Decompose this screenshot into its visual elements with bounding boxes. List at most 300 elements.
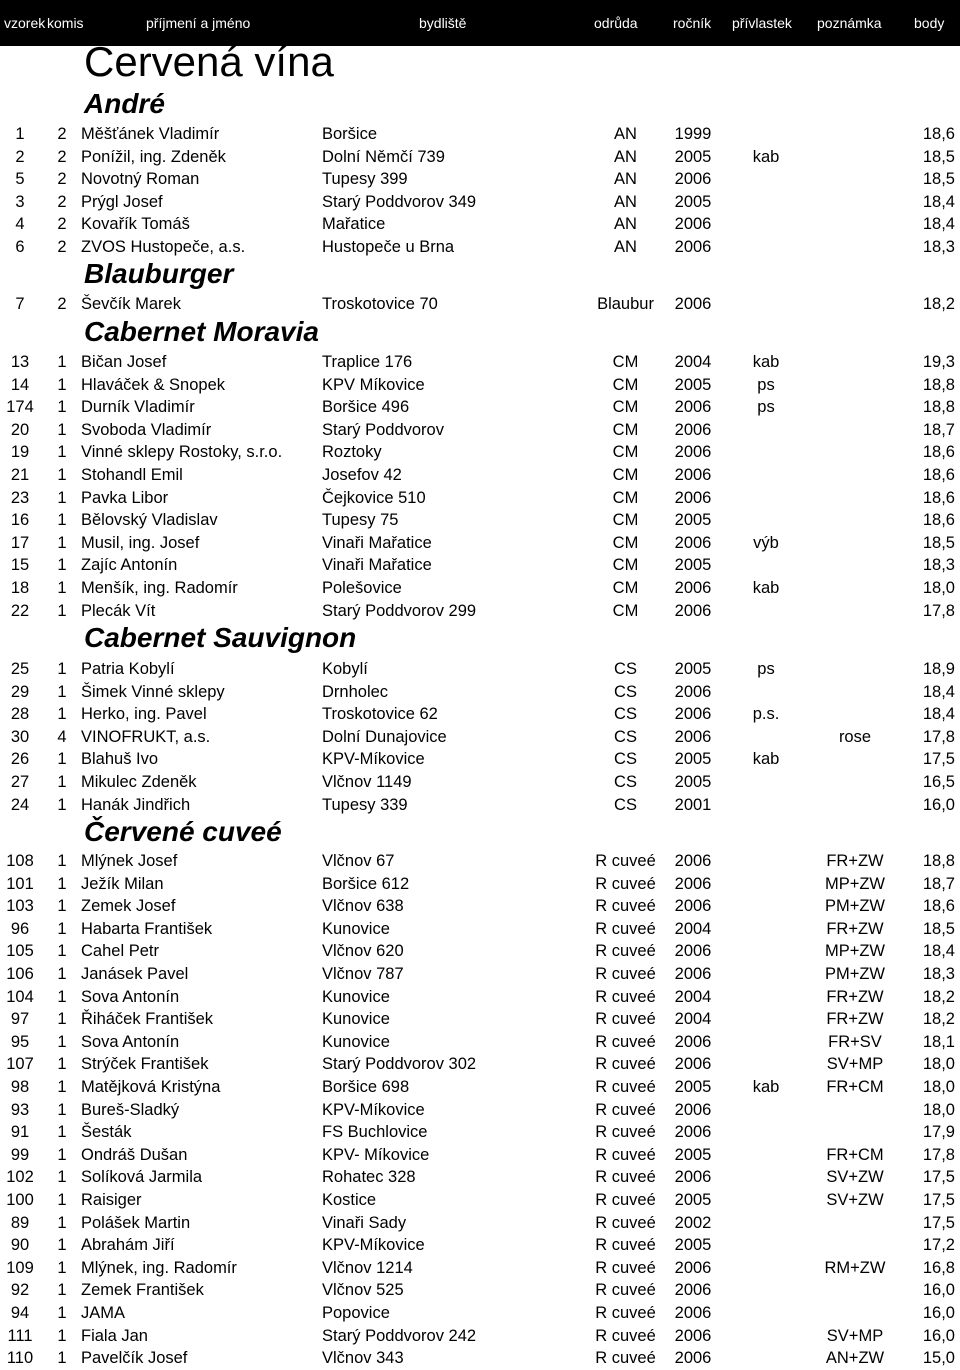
- wine-points: 18,1: [922, 1032, 955, 1051]
- committee-number: 1: [57, 795, 67, 814]
- entry-number: 26: [10, 750, 30, 769]
- wine-vintage: 2005: [674, 660, 712, 678]
- wine-points: 17,2: [922, 1236, 955, 1255]
- table-row: [0, 703, 960, 725]
- entrant-name: VINOFRUKT, a.s.: [81, 727, 211, 746]
- committee-number: 1: [57, 660, 67, 678]
- entrant-residence: Kunovice: [322, 987, 390, 1006]
- wine-variety: CS: [614, 727, 637, 746]
- entrant-name: Patria Kobylí: [81, 660, 175, 678]
- wine-variety: CS: [614, 773, 637, 791]
- wine-note: FR+ZW: [826, 1010, 884, 1029]
- wine-points: 18,0: [922, 579, 955, 597]
- wine-points: 17,8: [922, 601, 955, 620]
- wine-variety: R cuveé: [595, 1281, 656, 1300]
- wine-points: 18,5: [922, 170, 955, 189]
- wine-attribute: ps: [757, 398, 775, 417]
- table-row: [0, 940, 960, 962]
- entrant-name: Bičan Josef: [81, 353, 167, 371]
- entry-number: 174: [6, 398, 34, 417]
- committee-number: 1: [57, 1168, 67, 1187]
- committee-number: 1: [57, 1010, 67, 1029]
- table-row: [0, 1121, 960, 1143]
- entrant-name: Fiala Jan: [81, 1326, 148, 1345]
- entrant-residence: KPV- Míkovice: [322, 1145, 430, 1164]
- committee-number: 1: [57, 398, 67, 417]
- wine-variety: R cuveé: [595, 1304, 656, 1322]
- entry-number: 25: [10, 660, 30, 678]
- entry-number: 28: [10, 705, 30, 724]
- entrant-name: Polášek Martin: [81, 1213, 191, 1232]
- wine-points: 16,8: [922, 1258, 955, 1277]
- wine-points: 17,8: [922, 727, 955, 746]
- wine-vintage: 2006: [674, 1168, 712, 1187]
- table-row: [0, 600, 960, 622]
- entry-number: 98: [10, 1078, 30, 1096]
- table-row: [0, 658, 960, 680]
- entry-number: 95: [10, 1032, 30, 1051]
- wine-points: 18,5: [922, 919, 955, 938]
- entrant-name: ZVOS Hustopeče, a.s.: [81, 238, 246, 256]
- entrant-residence: Roztoky: [322, 443, 382, 462]
- wine-attribute: ps: [757, 375, 775, 394]
- entrant-residence: Josefov 42: [322, 466, 402, 484]
- wine-variety: CM: [612, 466, 639, 484]
- entrant-residence: Vlčnov 343: [322, 1349, 404, 1368]
- entrant-residence: Starý Poddvorov 302: [322, 1055, 477, 1074]
- entrant-name: Pavelčík Josef: [81, 1349, 188, 1368]
- committee-number: 1: [57, 1213, 67, 1232]
- wine-variety: R cuveé: [595, 1078, 656, 1096]
- entrant-residence: Tupesy 75: [322, 511, 399, 530]
- wine-vintage: 2006: [674, 852, 712, 870]
- entrant-name: Solíková Jarmila: [81, 1168, 203, 1187]
- committee-number: 1: [57, 1349, 67, 1368]
- wine-variety: CM: [612, 533, 639, 552]
- entrant-name: Herko, ing. Pavel: [81, 705, 207, 724]
- committee-number: 1: [57, 1100, 67, 1119]
- entry-number: 104: [6, 987, 34, 1006]
- wine-variety: R cuveé: [595, 942, 656, 961]
- entrant-name: Měšťánek Vladimír: [81, 125, 220, 143]
- table-row: [0, 441, 960, 463]
- wine-vintage: 2005: [674, 556, 712, 575]
- entrant-residence: Starý Poddvorov 299: [322, 601, 477, 620]
- entrant-residence: Dolní Němčí 739: [322, 147, 445, 166]
- wine-variety: CS: [614, 660, 637, 678]
- entrant-residence: Vinaři Mařatice: [322, 556, 432, 575]
- committee-number: 1: [57, 919, 67, 938]
- entry-number: 2: [15, 147, 25, 166]
- table-row: [0, 918, 960, 940]
- committee-number: 1: [57, 987, 67, 1006]
- wine-vintage: 2006: [674, 238, 712, 256]
- committee-number: 1: [57, 353, 67, 371]
- wine-vintage: 2006: [674, 398, 712, 417]
- wine-points: 17,9: [922, 1123, 955, 1142]
- section-heading: André: [84, 88, 165, 119]
- committee-number: 1: [57, 556, 67, 575]
- table-row: [0, 1144, 960, 1166]
- wine-vintage: 2006: [674, 295, 712, 313]
- wine-points: 18,6: [922, 443, 955, 462]
- table-row: [0, 293, 960, 315]
- wine-note: FR+ZW: [826, 852, 884, 870]
- entrant-residence: Mařatice: [322, 215, 386, 234]
- wine-variety: R cuveé: [595, 1145, 656, 1164]
- wine-vintage: 2006: [674, 727, 712, 746]
- entry-number: 94: [10, 1304, 30, 1322]
- entrant-residence: Starý Poddvorov: [322, 420, 444, 439]
- header-vintage: ročník: [673, 15, 712, 31]
- committee-number: 1: [57, 511, 67, 530]
- wine-points: 18,5: [922, 533, 955, 552]
- wine-variety: AN: [614, 170, 637, 189]
- entrant-residence: Vlčnov 787: [322, 965, 404, 983]
- entrant-residence: KPV-Míkovice: [322, 1100, 425, 1119]
- entry-number: 102: [6, 1168, 34, 1187]
- entry-number: 18: [10, 579, 30, 597]
- table-row: [0, 1099, 960, 1121]
- entrant-name: Strýček František: [81, 1055, 209, 1074]
- wine-variety: R cuveé: [595, 1326, 656, 1345]
- entrant-residence: Polešovice: [322, 579, 402, 597]
- entrant-name: Kovařík Tomáš: [81, 215, 190, 234]
- entrant-name: Janásek Pavel: [81, 965, 189, 983]
- committee-number: 1: [57, 420, 67, 439]
- wine-variety: R cuveé: [595, 874, 656, 893]
- entry-number: 108: [6, 852, 34, 870]
- committee-number: 1: [57, 1281, 67, 1300]
- table-row: [0, 1053, 960, 1075]
- entrant-residence: Tupesy 339: [322, 795, 408, 814]
- entrant-residence: Kostice: [322, 1191, 377, 1209]
- entrant-residence: Traplice 176: [322, 353, 413, 371]
- wine-variety: CM: [612, 420, 639, 439]
- entrant-residence: Boršice 612: [322, 874, 410, 893]
- wine-vintage: 2006: [674, 420, 712, 439]
- entry-number: 30: [10, 727, 30, 746]
- committee-number: 1: [57, 682, 67, 701]
- wine-points: 18,4: [922, 682, 955, 701]
- table-row: [0, 236, 960, 258]
- wine-vintage: 2004: [674, 353, 712, 371]
- wine-variety: CM: [612, 353, 639, 371]
- wine-points: 17,5: [922, 1191, 955, 1209]
- committee-number: 1: [57, 874, 67, 893]
- committee-number: 1: [57, 1123, 67, 1142]
- entrant-name: Ondráš Dušan: [81, 1145, 188, 1164]
- committee-number: 2: [57, 192, 67, 211]
- entry-number: 15: [10, 556, 30, 575]
- wine-attribute: kab: [752, 1078, 780, 1096]
- entrant-name: Bureš-Sladký: [81, 1100, 180, 1119]
- table-row: [0, 1166, 960, 1188]
- wine-variety: R cuveé: [595, 897, 656, 916]
- entrant-name: Stohandl Emil: [81, 466, 183, 484]
- wine-variety: CS: [614, 705, 637, 724]
- committee-number: 1: [57, 533, 67, 552]
- wine-points: 18,2: [922, 987, 955, 1006]
- entrant-residence: Rohatec 328: [322, 1168, 416, 1187]
- table-row: [0, 895, 960, 917]
- wine-note: rose: [838, 727, 872, 746]
- table-row: [0, 213, 960, 235]
- wine-variety: AN: [614, 192, 637, 211]
- wine-vintage: 2006: [674, 1258, 712, 1277]
- table-row: [0, 191, 960, 213]
- wine-points: 17,8: [922, 1145, 955, 1164]
- wine-points: 18,0: [922, 1100, 955, 1119]
- wine-vintage: 2005: [674, 750, 712, 769]
- table-row: [0, 1234, 960, 1256]
- entrant-name: Mlýnek, ing. Radomír: [81, 1258, 237, 1277]
- entrant-residence: Tupesy 399: [322, 170, 408, 189]
- wine-points: 17,5: [922, 1213, 955, 1232]
- table-row: [0, 374, 960, 396]
- entrant-residence: Vinaři Sady: [322, 1213, 407, 1232]
- committee-number: 1: [57, 1145, 67, 1164]
- wine-points: 18,2: [922, 295, 955, 313]
- entrant-residence: KPV-Míkovice: [322, 1236, 425, 1255]
- wine-note: SV+ZW: [826, 1191, 884, 1209]
- wine-vintage: 2006: [674, 533, 712, 552]
- wine-points: 18,7: [922, 420, 955, 439]
- wine-points: 15,0: [922, 1349, 955, 1368]
- wine-vintage: 2006: [674, 705, 712, 724]
- entry-number: 16: [10, 511, 30, 530]
- wine-points: 16,5: [922, 773, 955, 791]
- wine-vintage: 2006: [674, 1100, 712, 1119]
- wine-points: 16,0: [922, 795, 955, 814]
- entrant-residence: Vlčnov 525: [322, 1281, 404, 1300]
- wine-attribute: p.s.: [752, 705, 780, 724]
- wine-variety: R cuveé: [595, 1100, 656, 1119]
- wine-vintage: 2006: [674, 1032, 712, 1051]
- wine-note: SV+MP: [826, 1326, 884, 1345]
- wine-variety: CM: [612, 511, 639, 530]
- wine-variety: CM: [612, 601, 639, 620]
- wine-vintage: 2006: [674, 443, 712, 462]
- wine-points: 18,9: [922, 660, 955, 678]
- entrant-residence: Hustopeče u Brna: [322, 238, 455, 256]
- wine-points: 16,0: [922, 1304, 955, 1322]
- entrant-name: Novotný Roman: [81, 170, 200, 189]
- wine-attribute: kab: [752, 579, 780, 597]
- wine-vintage: 2005: [674, 192, 712, 211]
- committee-number: 2: [57, 170, 67, 189]
- entrant-name: Menšík, ing. Radomír: [81, 579, 238, 597]
- wine-vintage: 2006: [674, 215, 712, 234]
- table-row: [0, 771, 960, 793]
- wine-attribute: ps: [757, 660, 775, 678]
- section-heading: Červené cuveé: [84, 816, 282, 847]
- entrant-name: Matějková Kristýna: [81, 1078, 221, 1096]
- entrant-name: Zemek František: [81, 1281, 204, 1300]
- wine-note: RM+ZW: [824, 1258, 886, 1277]
- wine-points: 18,3: [922, 965, 955, 983]
- wine-points: 18,6: [922, 511, 955, 530]
- wine-variety: R cuveé: [595, 987, 656, 1006]
- wine-vintage: 2006: [674, 874, 712, 893]
- entry-number: 24: [10, 795, 30, 814]
- wine-vintage: 1999: [674, 125, 712, 143]
- entrant-residence: KPV Míkovice: [322, 375, 425, 394]
- entry-number: 111: [7, 1326, 33, 1345]
- table-row: [0, 509, 960, 531]
- entry-number: 14: [10, 375, 30, 394]
- section-heading: Cabernet Sauvignon: [84, 622, 357, 653]
- wine-variety: CS: [614, 795, 637, 814]
- wine-note: AN+ZW: [825, 1349, 885, 1368]
- wine-variety: AN: [614, 125, 637, 143]
- wine-variety: CM: [612, 398, 639, 417]
- wine-points: 18,6: [922, 488, 955, 507]
- committee-number: 1: [57, 1055, 67, 1074]
- wine-vintage: 2006: [674, 1123, 712, 1142]
- wine-attribute: kab: [752, 750, 780, 769]
- wine-points: 18,6: [922, 897, 955, 916]
- wine-note: PM+ZW: [824, 965, 886, 983]
- entrant-name: Sova Antonín: [81, 1032, 180, 1051]
- wine-variety: R cuveé: [595, 1168, 656, 1187]
- entry-number: 93: [10, 1100, 30, 1119]
- entry-number: 17: [10, 533, 30, 552]
- committee-number: 2: [57, 147, 67, 166]
- table-row: [0, 123, 960, 145]
- entrant-residence: Vlčnov 620: [322, 942, 404, 961]
- wine-vintage: 2004: [674, 1010, 712, 1029]
- wine-points: 18,4: [922, 215, 955, 234]
- header-sample: vzorek: [4, 15, 46, 31]
- entrant-name: Prýgl Josef: [81, 192, 163, 211]
- committee-number: 1: [57, 1032, 67, 1051]
- entrant-name: Raisiger: [81, 1191, 142, 1209]
- wine-variety: AN: [614, 147, 637, 166]
- wine-points: 18,4: [922, 192, 955, 211]
- entrant-residence: Starý Poddvorov 242: [322, 1326, 477, 1345]
- entrant-residence: Troskotovice 62: [322, 705, 438, 724]
- header-note: poznámka: [817, 15, 882, 31]
- wine-attribute: výb: [753, 533, 779, 552]
- wine-vintage: 2006: [674, 965, 712, 983]
- entry-number: 27: [10, 773, 30, 791]
- entrant-name: Mlýnek Josef: [81, 852, 178, 870]
- wine-points: 18,5: [922, 147, 955, 166]
- entry-number: 90: [10, 1236, 30, 1255]
- wine-variety: CM: [612, 375, 639, 394]
- entry-number: 89: [10, 1213, 30, 1232]
- wine-variety: R cuveé: [595, 919, 656, 938]
- entrant-name: Vinné sklepy Rostoky, s.r.o.: [81, 443, 283, 462]
- entrant-residence: Čejkovice 510: [322, 488, 426, 507]
- entrant-residence: Kunovice: [322, 1032, 390, 1051]
- committee-number: 1: [57, 852, 67, 870]
- entry-number: 92: [10, 1281, 30, 1300]
- table-row: [0, 1008, 960, 1030]
- committee-number: 1: [57, 1326, 67, 1345]
- entry-number: 106: [6, 965, 34, 983]
- entry-number: 107: [6, 1055, 34, 1074]
- wine-variety: R cuveé: [595, 1191, 656, 1209]
- entrant-residence: Boršice 496: [322, 398, 410, 417]
- entrant-name: Sova Antonín: [81, 987, 180, 1006]
- wine-note: SV+ZW: [826, 1168, 884, 1187]
- entrant-name: Ponížil, ing. Zdeněk: [81, 147, 226, 166]
- entrant-residence: Starý Poddvorov 349: [322, 192, 477, 211]
- entrant-residence: Troskotovice 70: [322, 295, 438, 313]
- wine-vintage: 2006: [674, 170, 712, 189]
- entrant-residence: Vlčnov 1149: [322, 773, 412, 791]
- table-row: [0, 986, 960, 1008]
- committee-number: 4: [57, 727, 67, 746]
- entry-number: 20: [10, 420, 30, 439]
- wine-vintage: 2001: [674, 795, 712, 814]
- entrant-name: Zajíc Antonín: [81, 556, 178, 575]
- committee-number: 2: [57, 125, 67, 143]
- entrant-name: JAMA: [81, 1304, 126, 1322]
- wine-attribute: kab: [752, 147, 780, 166]
- entry-number: 6: [15, 238, 25, 256]
- wine-vintage: 2006: [674, 942, 712, 961]
- wine-attribute: kab: [752, 353, 780, 371]
- entrant-residence: Kunovice: [322, 919, 390, 938]
- wine-vintage: 2006: [674, 1281, 712, 1300]
- wine-points: 18,7: [922, 874, 955, 893]
- entrant-name: Šimek Vinné sklepy: [81, 682, 225, 701]
- wine-note: PM+ZW: [824, 897, 886, 916]
- page-title: Červená vína: [84, 38, 334, 85]
- table-row: [0, 850, 960, 872]
- entrant-name: Hlaváček & Snopek: [81, 375, 225, 394]
- wine-vintage: 2006: [674, 897, 712, 916]
- entrant-residence: Popovice: [322, 1304, 390, 1322]
- entry-number: 29: [10, 682, 30, 701]
- entry-number: 97: [10, 1010, 30, 1029]
- entry-number: 110: [6, 1349, 34, 1368]
- wine-vintage: 2006: [674, 466, 712, 484]
- wine-note: FR+CM: [826, 1078, 884, 1096]
- entrant-name: Blahuš Ivo: [81, 750, 159, 769]
- wine-points: 18,8: [922, 398, 955, 417]
- section-heading: Blauburger: [84, 258, 234, 289]
- wine-vintage: 2006: [674, 1326, 712, 1345]
- header-committee: komis: [47, 15, 84, 31]
- committee-number: 2: [57, 215, 67, 234]
- table-row: [0, 419, 960, 441]
- wine-vintage: 2006: [674, 1349, 712, 1368]
- entrant-name: Svoboda Vladimír: [81, 420, 212, 439]
- wine-vintage: 2005: [674, 1145, 712, 1164]
- entrant-name: Bělovský Vladislav: [81, 511, 218, 530]
- committee-number: 1: [57, 601, 67, 620]
- table-row: [0, 1212, 960, 1234]
- table-row: [0, 351, 960, 373]
- wine-points: 16,0: [922, 1281, 955, 1300]
- entry-number: 109: [6, 1258, 34, 1277]
- entrant-residence: Vlčnov 67: [322, 852, 395, 870]
- table-row: [0, 794, 960, 816]
- wine-points: 18,6: [922, 125, 955, 143]
- entry-number: 23: [10, 488, 30, 507]
- entrant-residence: KPV-Míkovice: [322, 750, 425, 769]
- wine-variety: R cuveé: [595, 965, 656, 983]
- entrant-name: Ježík Milan: [81, 874, 164, 893]
- header-residence: bydliště: [419, 15, 467, 31]
- wine-vintage: 2006: [674, 682, 712, 701]
- entrant-name: Mikulec Zdeněk: [81, 773, 197, 791]
- table-row: [0, 873, 960, 895]
